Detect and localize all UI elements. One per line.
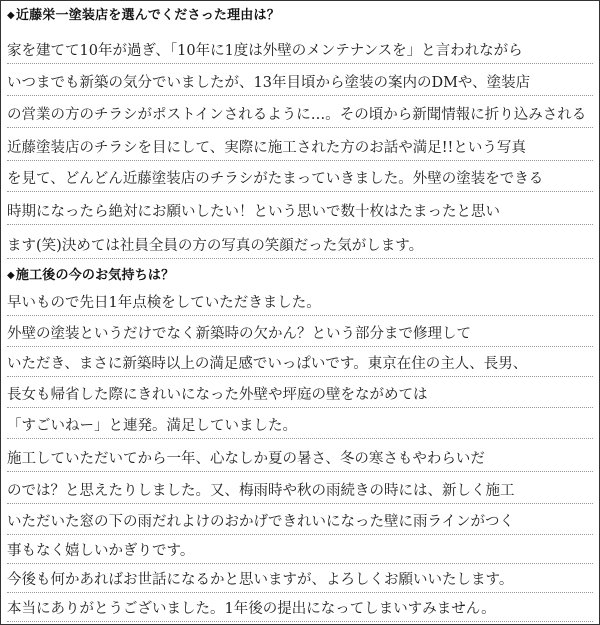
handwritten-text: を見て、どんどん近藤塗装店のチラシがたまっていきました。外壁の塗装をできる <box>7 171 544 187</box>
handwritten-text: 早いもので先日1年点検をしていただきました。 <box>7 295 321 311</box>
answer-line <box>7 376 593 408</box>
section-heading <box>7 267 174 285</box>
handwritten-text: 事もなく嬉しいかぎりです。 <box>7 543 195 559</box>
handwritten-text: の営業の方のチラシがポストインされるように…。その頃から新聞情報に折り込みされる <box>7 107 587 123</box>
handwritten-text: 時期になったら絶対にお願いしたい！という思いで数十枚はたまったと思い <box>7 204 500 220</box>
answer-line <box>7 346 593 377</box>
answer-line <box>7 28 593 64</box>
handwritten-text: ます(笑)決めては社員全員の方の写真の笑顔だった気がします。 <box>7 238 424 254</box>
answer-line <box>7 534 593 564</box>
answer-line <box>7 95 593 128</box>
answer-line <box>7 503 593 535</box>
answer-line <box>7 563 593 593</box>
handwritten-text: 近藤塗装店のチラシを目にして、実際に施工された方のお話や満足!!という写真 <box>7 140 526 156</box>
handwritten-text: 長女も帰省した際にきれいになった外壁や坪庭の壁をながめては <box>7 387 428 403</box>
section-heading-text: 近藤栄一塗装店を選んでくださった理由は？ <box>15 8 280 23</box>
handwritten-text: 本当にありがとうございました。1年後の提出になってしまいすみません。 <box>7 601 496 617</box>
section-heading <box>7 7 280 25</box>
section-heading-text: 施工後の今のお気持ちは？ <box>15 268 175 283</box>
handwritten-text: いつまでも新築の気分でいましたが、13年目頃から塗装の案内のDMや、塗装店 <box>7 75 531 91</box>
answer-line <box>7 285 593 316</box>
answer-line <box>7 224 593 259</box>
diamond-bullet-icon: ◆ <box>7 10 15 21</box>
handwritten-text: のでは？と思えたりしました。又、梅雨時や秋の雨続きの時には、新しく施工 <box>7 483 515 499</box>
handwritten-text: 施工していただいてから一年、心なしか夏の暑さ、冬の寒さもやわらいだ <box>7 451 485 467</box>
answer-line <box>7 63 593 96</box>
answer-line <box>7 160 593 192</box>
handwritten-text: 今後も何かあればお世話になるかと思いますが、よろしくお願いいたします。 <box>7 572 514 588</box>
answer-line <box>7 438 593 472</box>
diamond-bullet-icon: ◆ <box>7 270 15 281</box>
handwritten-text: いただいた窓の下の雨だれよけのおかげできれいになった壁に雨ラインがつく <box>7 514 515 530</box>
answer-line <box>7 127 593 161</box>
handwritten-text: 家を建てて10年が過ぎ、「10年に1度は外壁のメンテナンスを」と言われながら <box>7 43 523 59</box>
answer-line <box>7 471 593 504</box>
handwritten-text: 「すごいねー」と連発。満足していました。 <box>7 418 297 434</box>
answer-line <box>7 315 593 347</box>
handwritten-text: 外壁の塗装というだけでなく新築時の欠かん？という部分まで修理して <box>7 326 471 342</box>
answer-line <box>7 407 593 439</box>
handwritten-text: いただき、まさに新築時以上の満足感でいっぱいです。東京在住の主人、長男、 <box>7 356 528 372</box>
answer-line <box>7 191 593 225</box>
answer-line <box>7 592 593 622</box>
